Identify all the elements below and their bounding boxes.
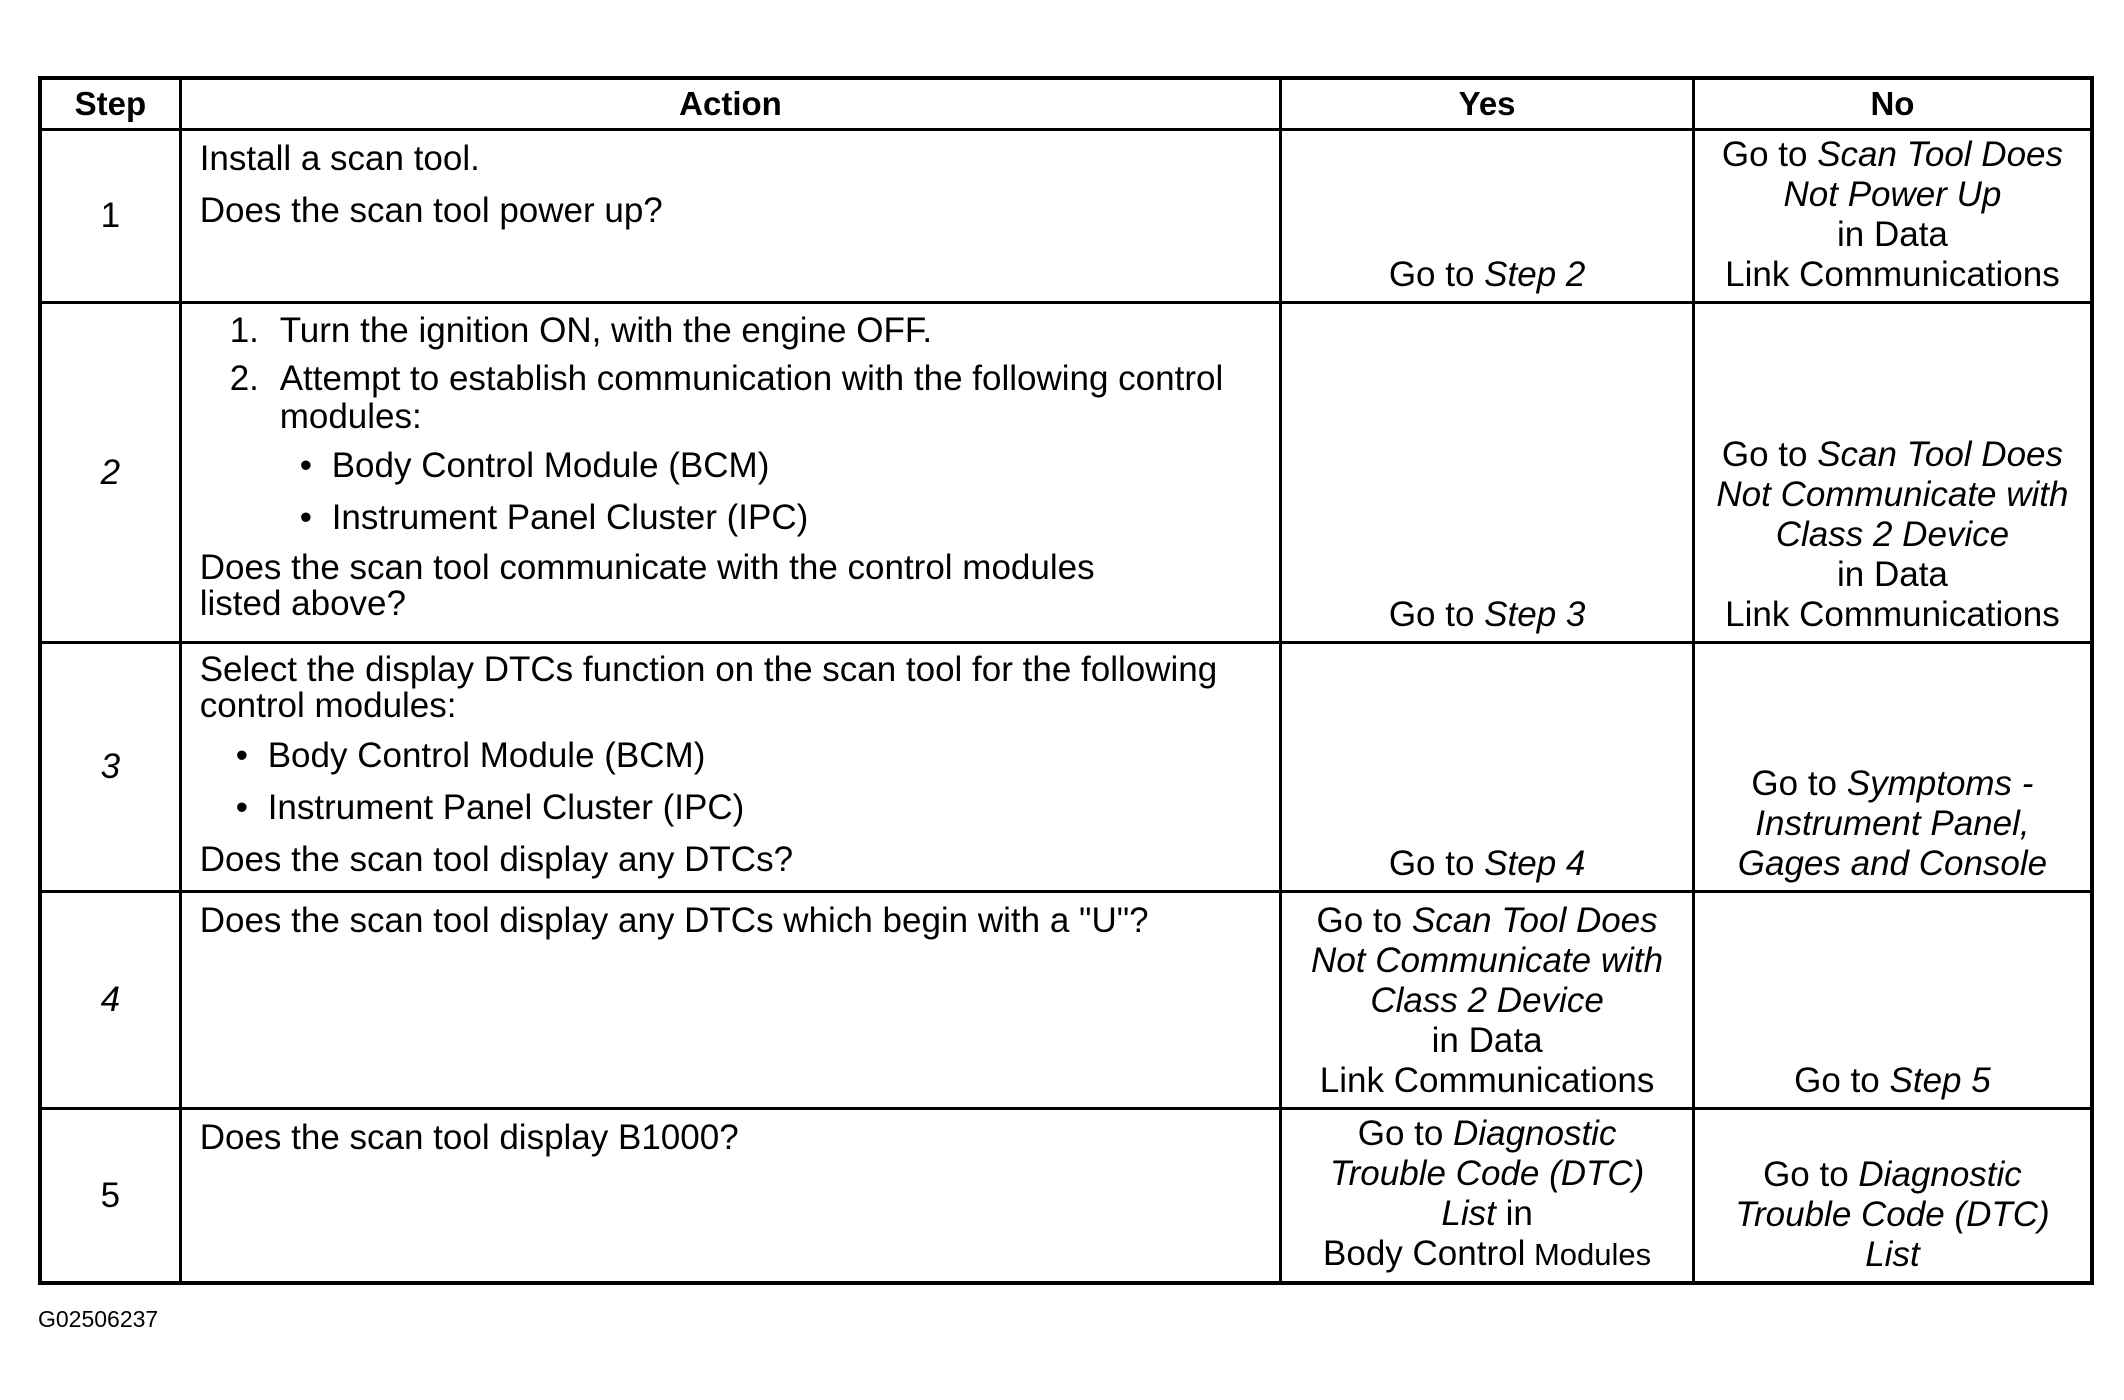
- reference-link[interactable]: Scan Tool Does: [1817, 435, 2064, 474]
- bullet-icon: •: [299, 446, 312, 485]
- list-text: Turn the ignition ON, with the engine OFF.: [279, 311, 933, 350]
- bullet-text: Body Control Module (BCM): [331, 446, 770, 485]
- action-cell: [180, 643, 1281, 892]
- yes-goto: [1288, 255, 1686, 295]
- goto-prefix: Go to: [1721, 435, 1818, 474]
- reference-suffix: Link Communications: [1725, 255, 2060, 294]
- yes-goto-line: [1288, 1114, 1686, 1154]
- bullet-icon: •: [235, 788, 248, 827]
- step-link[interactable]: Step 5: [1889, 1061, 1991, 1100]
- reference-link-cont[interactable]: Trouble Code (DTC): [1735, 1195, 2050, 1234]
- reference-link-cont[interactable]: Not Communicate with: [1311, 941, 1664, 980]
- reference-link[interactable]: Diagnostic: [1453, 1114, 1617, 1153]
- table-row: [40, 643, 2092, 892]
- bullet-item: [200, 498, 1264, 538]
- no-goto-line: [1701, 435, 2084, 475]
- header-action: Action: [180, 78, 1281, 130]
- no-goto-line: [1701, 764, 2084, 804]
- action-question: Does the scan tool display B1000?: [199, 1118, 739, 1157]
- step-number: 5: [40, 1109, 180, 1284]
- bullet-list: [200, 446, 1264, 538]
- reference-link-cont[interactable]: List: [1441, 1194, 1496, 1233]
- table-row: [40, 892, 2092, 1109]
- yes-cell: [1281, 892, 1694, 1109]
- reference-link-cont[interactable]: Class 2 Device: [1775, 515, 2010, 554]
- reference-suffix: Link Communications: [1319, 1061, 1655, 1100]
- yes-cell: [1281, 303, 1694, 643]
- list-text: Attempt to establish communication with the following control modules:: [279, 359, 1224, 436]
- yes-goto: [1288, 844, 1686, 884]
- reference-link[interactable]: Diagnostic: [1858, 1155, 2022, 1194]
- no-cell: [1693, 130, 2092, 303]
- action-cell: [180, 130, 1281, 303]
- action-instruction: Select the display DTCs function on the scan tool for the following control modules:: [199, 650, 1218, 725]
- reference-link-cont[interactable]: Gages and Console: [1737, 844, 2048, 883]
- action-question: Does the scan tool power up?: [199, 191, 663, 230]
- list-number: 1.: [229, 311, 259, 350]
- reference-link-cont[interactable]: Instrument Panel,: [1755, 804, 2030, 843]
- reference-link-line: [1288, 1194, 1686, 1234]
- no-cell: [1693, 1109, 2092, 1284]
- goto-prefix: Go to: [1763, 1155, 1859, 1194]
- no-cell: [1693, 303, 2092, 643]
- no-goto-line: [1701, 1155, 2084, 1195]
- figure-id: G02506237: [38, 1306, 159, 1332]
- table-row: [40, 1109, 2092, 1284]
- bullet-item: [200, 788, 1264, 828]
- action-cell: [180, 303, 1281, 643]
- step-link[interactable]: Step 2: [1484, 255, 1586, 294]
- action-cell: [180, 1109, 1281, 1284]
- step-number: 4: [40, 892, 180, 1109]
- reference-suffix-line: [1288, 1234, 1686, 1275]
- header-step: Step: [40, 78, 180, 130]
- yes-goto-line: [1288, 901, 1686, 941]
- bullet-item: [200, 736, 1264, 776]
- bullet-icon: •: [235, 736, 248, 775]
- step-number: 1: [40, 130, 180, 303]
- bullet-text: Instrument Panel Cluster (IPC): [267, 788, 745, 827]
- reference-suffix: Modules: [1525, 1237, 1652, 1272]
- goto-prefix: Go to: [1794, 1061, 1890, 1100]
- goto-prefix: Go to: [1721, 135, 1818, 174]
- diagnostic-table: [38, 76, 2094, 1285]
- reference-suffix: in Data: [1836, 215, 1948, 254]
- reference-link[interactable]: Symptoms -: [1846, 764, 2034, 803]
- reference-suffix: in Data: [1431, 1021, 1543, 1060]
- action-instruction: Install a scan tool.: [199, 139, 480, 178]
- action-question: Does the scan tool display any DTCs?: [199, 840, 794, 879]
- reference-link-cont[interactable]: List: [1865, 1235, 1920, 1274]
- goto-prefix: Go to: [1751, 764, 1847, 803]
- no-cell: [1693, 643, 2092, 892]
- table-row: [40, 303, 2092, 643]
- numbered-list: [200, 312, 1264, 436]
- reference-link-cont[interactable]: Trouble Code (DTC): [1329, 1154, 1645, 1193]
- bullet-text: Body Control Module (BCM): [267, 736, 706, 775]
- reference-link-cont[interactable]: Class 2 Device: [1370, 981, 1604, 1020]
- reference-suffix: in: [1495, 1194, 1533, 1233]
- bullet-list: [200, 736, 1264, 828]
- action-question: Does the scan tool communicate with the control modules listed above?: [199, 548, 1095, 623]
- reference-link-cont[interactable]: Not Communicate with: [1716, 475, 2069, 514]
- no-goto: [1701, 1061, 2084, 1101]
- goto-prefix: Go to: [1316, 901, 1412, 940]
- header-no: No: [1693, 78, 2092, 130]
- table-row: [40, 130, 2092, 303]
- reference-link-cont[interactable]: Not Power Up: [1783, 175, 2002, 214]
- reference-suffix: in Data: [1836, 555, 1948, 594]
- bullet-item: [200, 446, 1264, 486]
- list-item: [200, 312, 1264, 350]
- action-cell: [180, 892, 1281, 1109]
- reference-suffix: Body Control: [1323, 1234, 1526, 1273]
- header-yes: Yes: [1281, 78, 1694, 130]
- no-cell: [1693, 892, 2092, 1109]
- goto-prefix: Go to: [1388, 255, 1485, 294]
- reference-link[interactable]: Scan Tool Does: [1411, 901, 1658, 940]
- yes-goto: [1288, 595, 1686, 635]
- yes-cell: [1281, 130, 1694, 303]
- list-item: [200, 360, 1264, 436]
- goto-prefix: Go to: [1388, 595, 1485, 634]
- goto-prefix: Go to: [1357, 1114, 1454, 1153]
- reference-link[interactable]: Scan Tool Does: [1817, 135, 2064, 174]
- step-link[interactable]: Step 4: [1484, 844, 1586, 883]
- bullet-icon: •: [299, 498, 312, 537]
- yes-cell: [1281, 1109, 1694, 1284]
- reference-suffix: Link Communications: [1725, 595, 2060, 634]
- bullet-text: Instrument Panel Cluster (IPC): [331, 498, 809, 537]
- step-number: 2: [40, 303, 180, 643]
- no-goto-line: [1701, 135, 2084, 175]
- goto-prefix: Go to: [1388, 844, 1485, 883]
- yes-cell: [1281, 643, 1694, 892]
- step-link[interactable]: Step 3: [1484, 595, 1586, 634]
- header-row: [40, 78, 2092, 130]
- action-question: Does the scan tool display any DTCs which begin with a "U"?: [199, 901, 1149, 940]
- step-number: 3: [40, 643, 180, 892]
- list-number: 2.: [229, 359, 259, 398]
